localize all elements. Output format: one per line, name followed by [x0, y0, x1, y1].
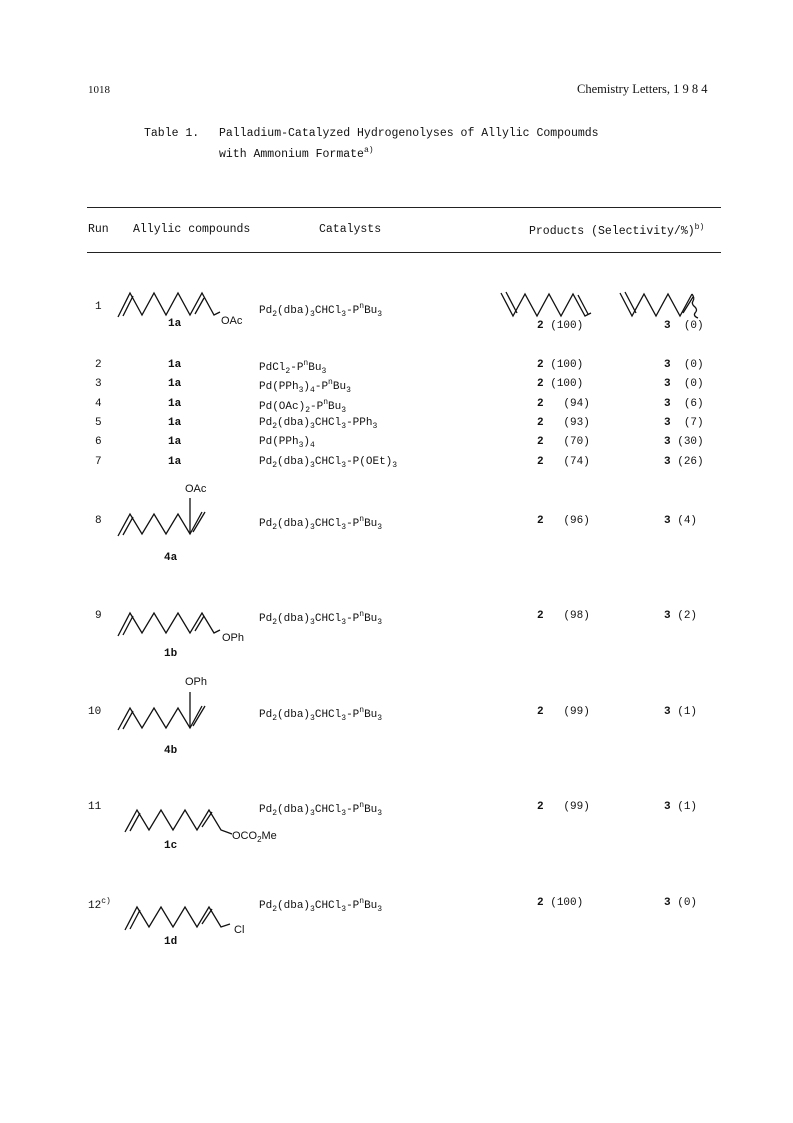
product-2-row-4: 2 (94): [537, 398, 590, 410]
product-2-row-3: 2 (100): [537, 378, 584, 390]
catalyst-2: $PdCl_2-P^nBu_3$: [259, 359, 327, 376]
catalyst-5: $Pd_2(dba)_3CHCl_3-PPh_3$: [259, 417, 378, 431]
leaving-group-10: OPh: [185, 676, 208, 688]
product-2-row-11: 2 (99): [537, 801, 590, 813]
run-11: 11: [88, 801, 102, 813]
product-2-row-12: 2 (100): [537, 897, 584, 909]
structure-1a: [115, 290, 230, 320]
run-7: 7: [95, 456, 102, 468]
product-3-row-1: 3 (0): [664, 320, 704, 332]
compound-label-2: 1a: [168, 359, 182, 371]
structure-4b: [115, 688, 215, 734]
compound-label-9: 1b: [164, 648, 178, 660]
compound-label-7: 1a: [168, 456, 182, 468]
run-12: 12$^{c)}$: [88, 897, 111, 912]
run-3: 3: [95, 378, 102, 390]
structure-1d: [122, 902, 237, 934]
structure-4a: [115, 494, 215, 540]
run-1: 1: [95, 301, 102, 313]
structure-product-3: [617, 288, 717, 320]
leaving-group-11: $OCO_2Me$: [232, 830, 277, 844]
structure-product-2: [498, 288, 598, 320]
catalyst-10: $Pd_2(dba)_3CHCl_3-P^nBu_3$: [259, 706, 383, 723]
product-2-row-2: 2 (100): [537, 359, 584, 371]
structure-1c: [122, 806, 237, 836]
col-catalysts: Catalysts: [319, 223, 382, 236]
table-top-rule: [87, 207, 721, 208]
product-2-row-9: 2 (98): [537, 610, 590, 622]
col-run: Run: [88, 223, 109, 236]
table-caption-line1: Palladium-Catalyzed Hydrogenolyses of Allylic Compoumds: [219, 127, 599, 140]
run-4: 4: [95, 398, 102, 410]
leaving-group-9: OPh: [222, 632, 245, 644]
compound-label-10: 4b: [164, 745, 178, 757]
product-3-row-4: 3 (6): [664, 398, 704, 410]
product-2-row-8: 2 (96): [537, 515, 590, 527]
product-3-row-10: 3 (1): [664, 706, 698, 718]
compound-label-8: 4a: [164, 552, 178, 564]
catalyst-9: $Pd_2(dba)_3CHCl_3-P^nBu_3$: [259, 610, 383, 627]
run-2: 2: [95, 359, 102, 371]
leaving-group-12: Cl: [234, 924, 245, 936]
catalyst-12: $Pd_2(dba)_3CHCl_3-P^nBu_3$: [259, 897, 383, 914]
product-3-row-8: 3 (4): [664, 515, 698, 527]
compound-label-6: 1a: [168, 436, 182, 448]
table-caption-label: Table 1.: [144, 127, 200, 140]
product-3-row-3: 3 (0): [664, 378, 704, 390]
run-5: 5: [95, 417, 102, 429]
product-2-row-1: 2 (100): [537, 320, 584, 332]
journal-header: Chemistry Letters, 1 9 8 4: [577, 82, 708, 96]
product-3-row-7: 3 (26): [664, 456, 704, 468]
catalyst-6: $Pd(PPh_3)_4$: [259, 436, 315, 450]
product-2-row-7: 2 (74): [537, 456, 590, 468]
catalyst-8: $Pd_2(dba)_3CHCl_3-P^nBu_3$: [259, 515, 383, 532]
product-3-row-6: 3 (30): [664, 436, 704, 448]
page-number: 1018: [88, 84, 110, 96]
catalyst-7: $Pd_2(dba)_3CHCl_3-P(OEt)_3$: [259, 456, 398, 470]
product-2-row-5: 2 (93): [537, 417, 590, 429]
col-allylic: Allylic compounds: [133, 223, 251, 236]
run-9: 9: [95, 610, 102, 622]
catalyst-11: $Pd_2(dba)_3CHCl_3-P^nBu_3$: [259, 801, 383, 818]
compound-label-3: 1a: [168, 378, 182, 390]
product-3-row-11: 3 (1): [664, 801, 698, 813]
run-10: 10: [88, 706, 102, 718]
product-3-row-12: 3 (0): [664, 897, 698, 909]
table-header-rule: [87, 252, 721, 253]
product-2-row-10: 2 (99): [537, 706, 590, 718]
compound-label-5: 1a: [168, 417, 182, 429]
structure-1b: [115, 605, 230, 639]
run-8: 8: [95, 515, 102, 527]
compound-label-11: 1c: [164, 840, 178, 852]
compound-label-1: 1a: [168, 318, 182, 330]
product-2-row-6: 2 (70): [537, 436, 590, 448]
table-caption-line2: with Ammonium Formate$^{a)}$: [219, 146, 374, 161]
product-3-row-5: 3 (7): [664, 417, 704, 429]
col-products: Products (Selectivity/%)$^{b)}$: [529, 223, 705, 238]
run-6: 6: [95, 436, 102, 448]
catalyst-4: $Pd(OAc)_2-P^nBu_3$: [259, 398, 347, 415]
product-3-row-2: 3 (0): [664, 359, 704, 371]
catalyst-1: $Pd_2(dba)_3CHCl_3-P^nBu_3$: [259, 302, 383, 319]
leaving-group-8: OAc: [185, 483, 207, 495]
product-3-row-9: 3 (2): [664, 610, 698, 622]
compound-label-12: 1d: [164, 936, 178, 948]
compound-label-4: 1a: [168, 398, 182, 410]
catalyst-3: $Pd(PPh_3)_4-P^nBu_3$: [259, 378, 351, 395]
leaving-group-1: OAc: [221, 315, 243, 327]
